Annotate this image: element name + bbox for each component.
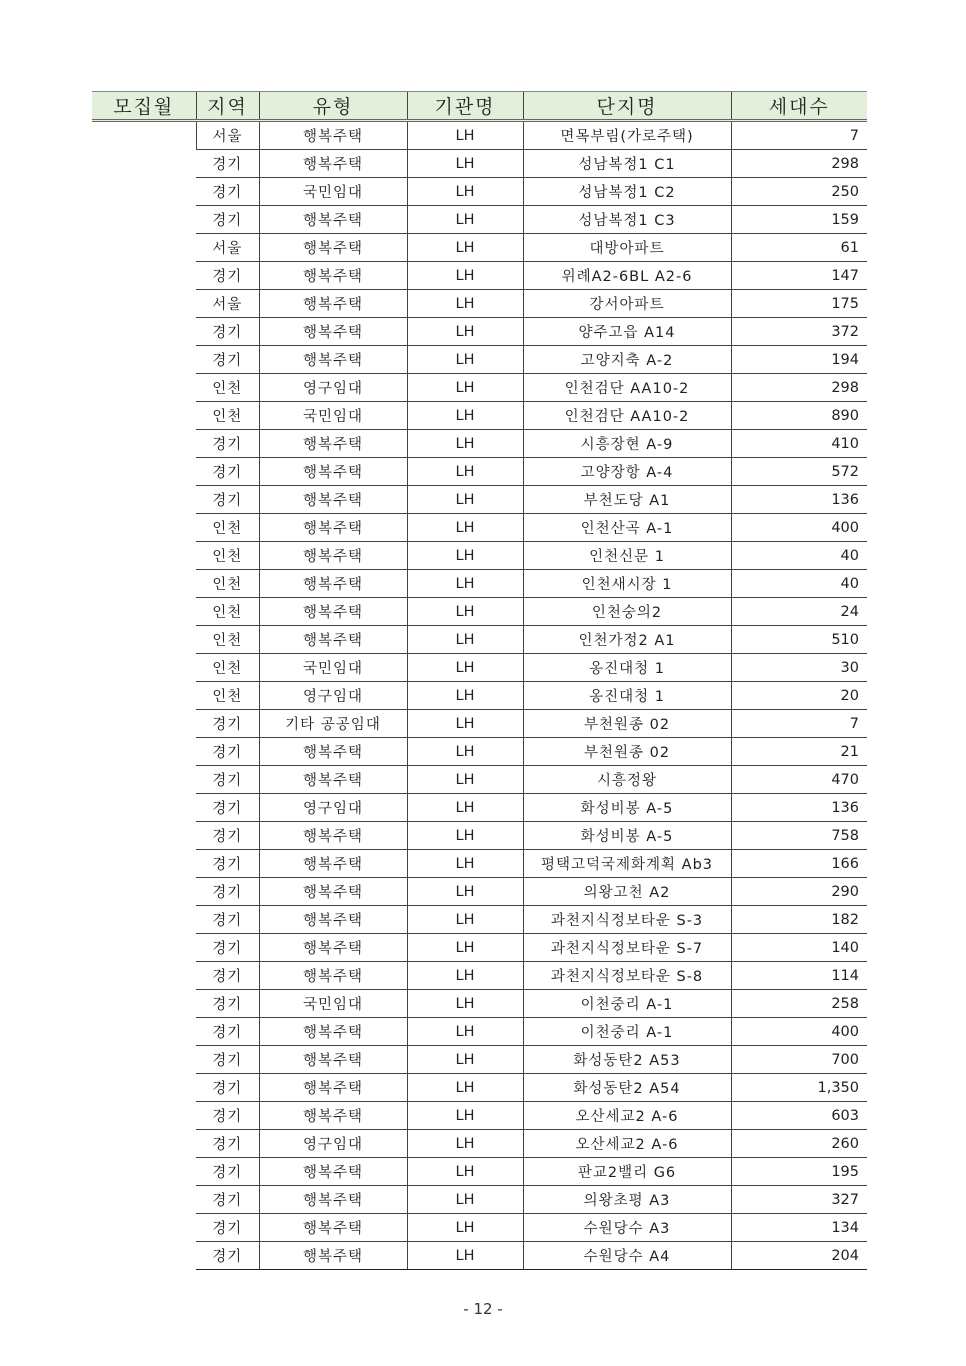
region-cell: 경기 [196,1046,259,1074]
region-cell: 경기 [196,206,259,234]
region-cell: 경기 [196,962,259,990]
units-cell: 204 [731,1242,867,1270]
month-cell [92,121,196,1270]
table-row [92,318,867,346]
units-cell: 166 [731,850,867,878]
type-cell: 행복주택 [259,906,407,934]
agency-cell: LH [407,121,523,150]
type-cell: 영구임대 [259,374,407,402]
type-cell: 행복주택 [259,1214,407,1242]
units-cell: 24 [731,598,867,626]
region-cell: 경기 [196,346,259,374]
agency-cell: LH [407,318,523,346]
units-cell: 30 [731,654,867,682]
agency-cell: LH [407,1018,523,1046]
table-row [92,542,867,570]
complex-cell: 화성동탄2 A54 [523,1074,731,1102]
region-cell: 경기 [196,990,259,1018]
units-cell: 7 [731,710,867,738]
table-row [92,121,867,150]
region-cell: 경기 [196,430,259,458]
region-cell: 경기 [196,150,259,178]
agency-cell: LH [407,206,523,234]
units-cell: 298 [731,150,867,178]
table-row [92,1046,867,1074]
complex-cell: 오산세교2 A-6 [523,1130,731,1158]
agency-cell: LH [407,766,523,794]
table-row [92,1186,867,1214]
units-cell: 372 [731,318,867,346]
page-number: - 12 - [463,1300,503,1318]
complex-cell: 판교2밸리 G6 [523,1158,731,1186]
type-cell: 행복주택 [259,234,407,262]
units-cell: 758 [731,822,867,850]
type-cell: 행복주택 [259,878,407,906]
region-cell: 경기 [196,710,259,738]
table-row [92,570,867,598]
units-cell: 114 [731,962,867,990]
units-cell: 327 [731,1186,867,1214]
complex-cell: 인천검단 AA10-2 [523,402,731,430]
table-row [92,654,867,682]
type-cell: 행복주택 [259,962,407,990]
table-row [92,878,867,906]
units-cell: 40 [731,542,867,570]
complex-cell: 면목부림(가로주택) [523,121,731,150]
table-row [92,234,867,262]
type-cell: 국민임대 [259,402,407,430]
complex-cell: 성남복정1 C3 [523,206,731,234]
complex-cell: 고양장항 A-4 [523,458,731,486]
type-cell: 행복주택 [259,514,407,542]
table-row [92,1130,867,1158]
agency-cell: LH [407,794,523,822]
type-cell: 행복주택 [259,290,407,318]
complex-cell: 부천도당 A1 [523,486,731,514]
complex-cell: 옹진대청 1 [523,682,731,710]
header-region: 지역 [196,92,259,121]
agency-cell: LH [407,234,523,262]
region-cell: 인천 [196,542,259,570]
region-cell: 경기 [196,1130,259,1158]
region-cell: 경기 [196,934,259,962]
table-row [92,486,867,514]
table-row [92,346,867,374]
type-cell: 행복주택 [259,542,407,570]
units-cell: 400 [731,514,867,542]
table-row [92,766,867,794]
agency-cell: LH [407,1158,523,1186]
complex-cell: 고양지축 A-2 [523,346,731,374]
region-cell: 경기 [196,766,259,794]
table-row [92,822,867,850]
agency-cell: LH [407,598,523,626]
units-cell: 134 [731,1214,867,1242]
units-cell: 194 [731,346,867,374]
type-cell: 행복주택 [259,121,407,150]
type-cell: 행복주택 [259,486,407,514]
agency-cell: LH [407,990,523,1018]
complex-cell: 화성동탄2 A53 [523,1046,731,1074]
table-row [92,1158,867,1186]
table-row [92,262,867,290]
complex-cell: 옹진대청 1 [523,654,731,682]
region-cell: 경기 [196,1074,259,1102]
table-row [92,178,867,206]
region-cell: 경기 [196,850,259,878]
complex-cell: 성남복정1 C2 [523,178,731,206]
table-row [92,626,867,654]
agency-cell: LH [407,1130,523,1158]
type-cell: 기타 공공임대 [259,710,407,738]
region-cell: 경기 [196,1158,259,1186]
type-cell: 국민임대 [259,654,407,682]
agency-cell: LH [407,402,523,430]
agency-cell: LH [407,1242,523,1270]
complex-cell: 시흥장현 A-9 [523,430,731,458]
units-cell: 298 [731,374,867,402]
type-cell: 행복주택 [259,430,407,458]
region-cell: 인천 [196,570,259,598]
table-body [92,121,867,1270]
type-cell: 행복주택 [259,1158,407,1186]
agency-cell: LH [407,850,523,878]
region-cell: 경기 [196,1186,259,1214]
region-cell: 인천 [196,654,259,682]
table-row [92,850,867,878]
region-cell: 경기 [196,262,259,290]
units-cell: 195 [731,1158,867,1186]
table-row [92,906,867,934]
complex-cell: 인천신문 1 [523,542,731,570]
region-cell: 경기 [196,1242,259,1270]
table-row [92,430,867,458]
agency-cell: LH [407,486,523,514]
units-cell: 470 [731,766,867,794]
complex-cell: 평택고덕국제화계획 Ab3 [523,850,731,878]
units-cell: 136 [731,486,867,514]
units-cell: 260 [731,1130,867,1158]
table-row [92,206,867,234]
region-cell: 서울 [196,121,259,150]
table-row [92,794,867,822]
agency-cell: LH [407,822,523,850]
units-cell: 136 [731,794,867,822]
type-cell: 행복주택 [259,1186,407,1214]
region-cell: 경기 [196,486,259,514]
complex-cell: 화성비봉 A-5 [523,794,731,822]
table-row [92,1074,867,1102]
agency-cell: LH [407,934,523,962]
agency-cell: LH [407,906,523,934]
region-cell: 경기 [196,794,259,822]
table-row [92,514,867,542]
region-cell: 경기 [196,1102,259,1130]
type-cell: 영구임대 [259,1130,407,1158]
type-cell: 행복주택 [259,458,407,486]
units-cell: 40 [731,570,867,598]
agency-cell: LH [407,682,523,710]
region-cell: 경기 [196,1214,259,1242]
units-cell: 61 [731,234,867,262]
type-cell: 행복주택 [259,850,407,878]
header-complex: 단지명 [523,92,731,121]
agency-cell: LH [407,430,523,458]
agency-cell: LH [407,738,523,766]
complex-cell: 화성비봉 A-5 [523,822,731,850]
agency-cell: LH [407,654,523,682]
region-cell: 인천 [196,682,259,710]
agency-cell: LH [407,1214,523,1242]
type-cell: 행복주택 [259,150,407,178]
complex-cell: 인천숭의2 [523,598,731,626]
agency-cell: LH [407,1102,523,1130]
type-cell: 행복주택 [259,934,407,962]
table-header-row [92,92,867,121]
units-cell: 700 [731,1046,867,1074]
units-cell: 7 [731,121,867,150]
agency-cell: LH [407,1074,523,1102]
region-cell: 경기 [196,822,259,850]
housing-recruitment-table [92,91,867,1270]
region-cell: 인천 [196,598,259,626]
units-cell: 572 [731,458,867,486]
region-cell: 경기 [196,738,259,766]
complex-cell: 수원당수 A3 [523,1214,731,1242]
type-cell: 행복주택 [259,318,407,346]
complex-cell: 위례A2-6BL A2-6 [523,262,731,290]
complex-cell: 과천지식정보타운 S-7 [523,934,731,962]
table-row [92,934,867,962]
units-cell: 175 [731,290,867,318]
units-cell: 603 [731,1102,867,1130]
agency-cell: LH [407,346,523,374]
agency-cell: LH [407,458,523,486]
agency-cell: LH [407,150,523,178]
units-cell: 290 [731,878,867,906]
type-cell: 국민임대 [259,178,407,206]
header-month: 모집월 [92,92,196,121]
type-cell: 행복주택 [259,738,407,766]
complex-cell: 부천원종 02 [523,710,731,738]
units-cell: 140 [731,934,867,962]
table-row [92,1102,867,1130]
region-cell: 인천 [196,514,259,542]
type-cell: 영구임대 [259,682,407,710]
units-cell: 250 [731,178,867,206]
units-cell: 21 [731,738,867,766]
table-row [92,682,867,710]
units-cell: 1,350 [731,1074,867,1102]
type-cell: 행복주택 [259,346,407,374]
complex-cell: 인천새시장 1 [523,570,731,598]
type-cell: 행복주택 [259,1242,407,1270]
type-cell: 국민임대 [259,990,407,1018]
type-cell: 행복주택 [259,206,407,234]
units-cell: 258 [731,990,867,1018]
units-cell: 20 [731,682,867,710]
complex-cell: 이천중리 A-1 [523,1018,731,1046]
units-cell: 410 [731,430,867,458]
agency-cell: LH [407,542,523,570]
table-row [92,738,867,766]
type-cell: 행복주택 [259,1046,407,1074]
region-cell: 경기 [196,878,259,906]
complex-cell: 과천지식정보타운 S-8 [523,962,731,990]
table-row [92,710,867,738]
complex-cell: 부천원종 02 [523,738,731,766]
table-row [92,458,867,486]
type-cell: 행복주택 [259,1074,407,1102]
type-cell: 행복주택 [259,1018,407,1046]
table-row [92,402,867,430]
units-cell: 510 [731,626,867,654]
complex-cell: 인천산곡 A-1 [523,514,731,542]
units-cell: 147 [731,262,867,290]
type-cell: 행복주택 [259,626,407,654]
complex-cell: 수원당수 A4 [523,1242,731,1270]
table-row [92,374,867,402]
agency-cell: LH [407,178,523,206]
header-type: 유형 [259,92,407,121]
table-row [92,290,867,318]
complex-cell: 이천중리 A-1 [523,990,731,1018]
table-row [92,150,867,178]
type-cell: 행복주택 [259,1102,407,1130]
agency-cell: LH [407,290,523,318]
table-row [92,1018,867,1046]
type-cell: 행복주택 [259,598,407,626]
units-cell: 159 [731,206,867,234]
table-row [92,990,867,1018]
complex-cell: 강서아파트 [523,290,731,318]
region-cell: 인천 [196,374,259,402]
units-cell: 890 [731,402,867,430]
agency-cell: LH [407,1046,523,1074]
region-cell: 경기 [196,318,259,346]
type-cell: 행복주택 [259,822,407,850]
region-cell: 경기 [196,178,259,206]
table-row [92,1242,867,1270]
agency-cell: LH [407,626,523,654]
agency-cell: LH [407,570,523,598]
region-cell: 인천 [196,626,259,654]
complex-cell: 시흥정왕 [523,766,731,794]
units-cell: 400 [731,1018,867,1046]
agency-cell: LH [407,1186,523,1214]
region-cell: 인천 [196,402,259,430]
agency-cell: LH [407,710,523,738]
header-units: 세대수 [731,92,867,121]
units-cell: 182 [731,906,867,934]
agency-cell: LH [407,878,523,906]
complex-cell: 인천가정2 A1 [523,626,731,654]
table-row [92,962,867,990]
type-cell: 행복주택 [259,262,407,290]
agency-cell: LH [407,262,523,290]
complex-cell: 인천검단 AA10-2 [523,374,731,402]
agency-cell: LH [407,374,523,402]
complex-cell: 양주고읍 A14 [523,318,731,346]
table-row [92,1214,867,1242]
region-cell: 경기 [196,1018,259,1046]
type-cell: 행복주택 [259,570,407,598]
complex-cell: 대방아파트 [523,234,731,262]
agency-cell: LH [407,962,523,990]
region-cell: 서울 [196,234,259,262]
complex-cell: 의왕초평 A3 [523,1186,731,1214]
table-row [92,598,867,626]
agency-cell: LH [407,514,523,542]
region-cell: 경기 [196,458,259,486]
complex-cell: 과천지식정보타운 S-3 [523,906,731,934]
type-cell: 행복주택 [259,766,407,794]
header-agency: 기관명 [407,92,523,121]
region-cell: 경기 [196,906,259,934]
complex-cell: 의왕고천 A2 [523,878,731,906]
complex-cell: 성남복정1 C1 [523,150,731,178]
region-cell: 서울 [196,290,259,318]
complex-cell: 오산세교2 A-6 [523,1102,731,1130]
type-cell: 영구임대 [259,794,407,822]
